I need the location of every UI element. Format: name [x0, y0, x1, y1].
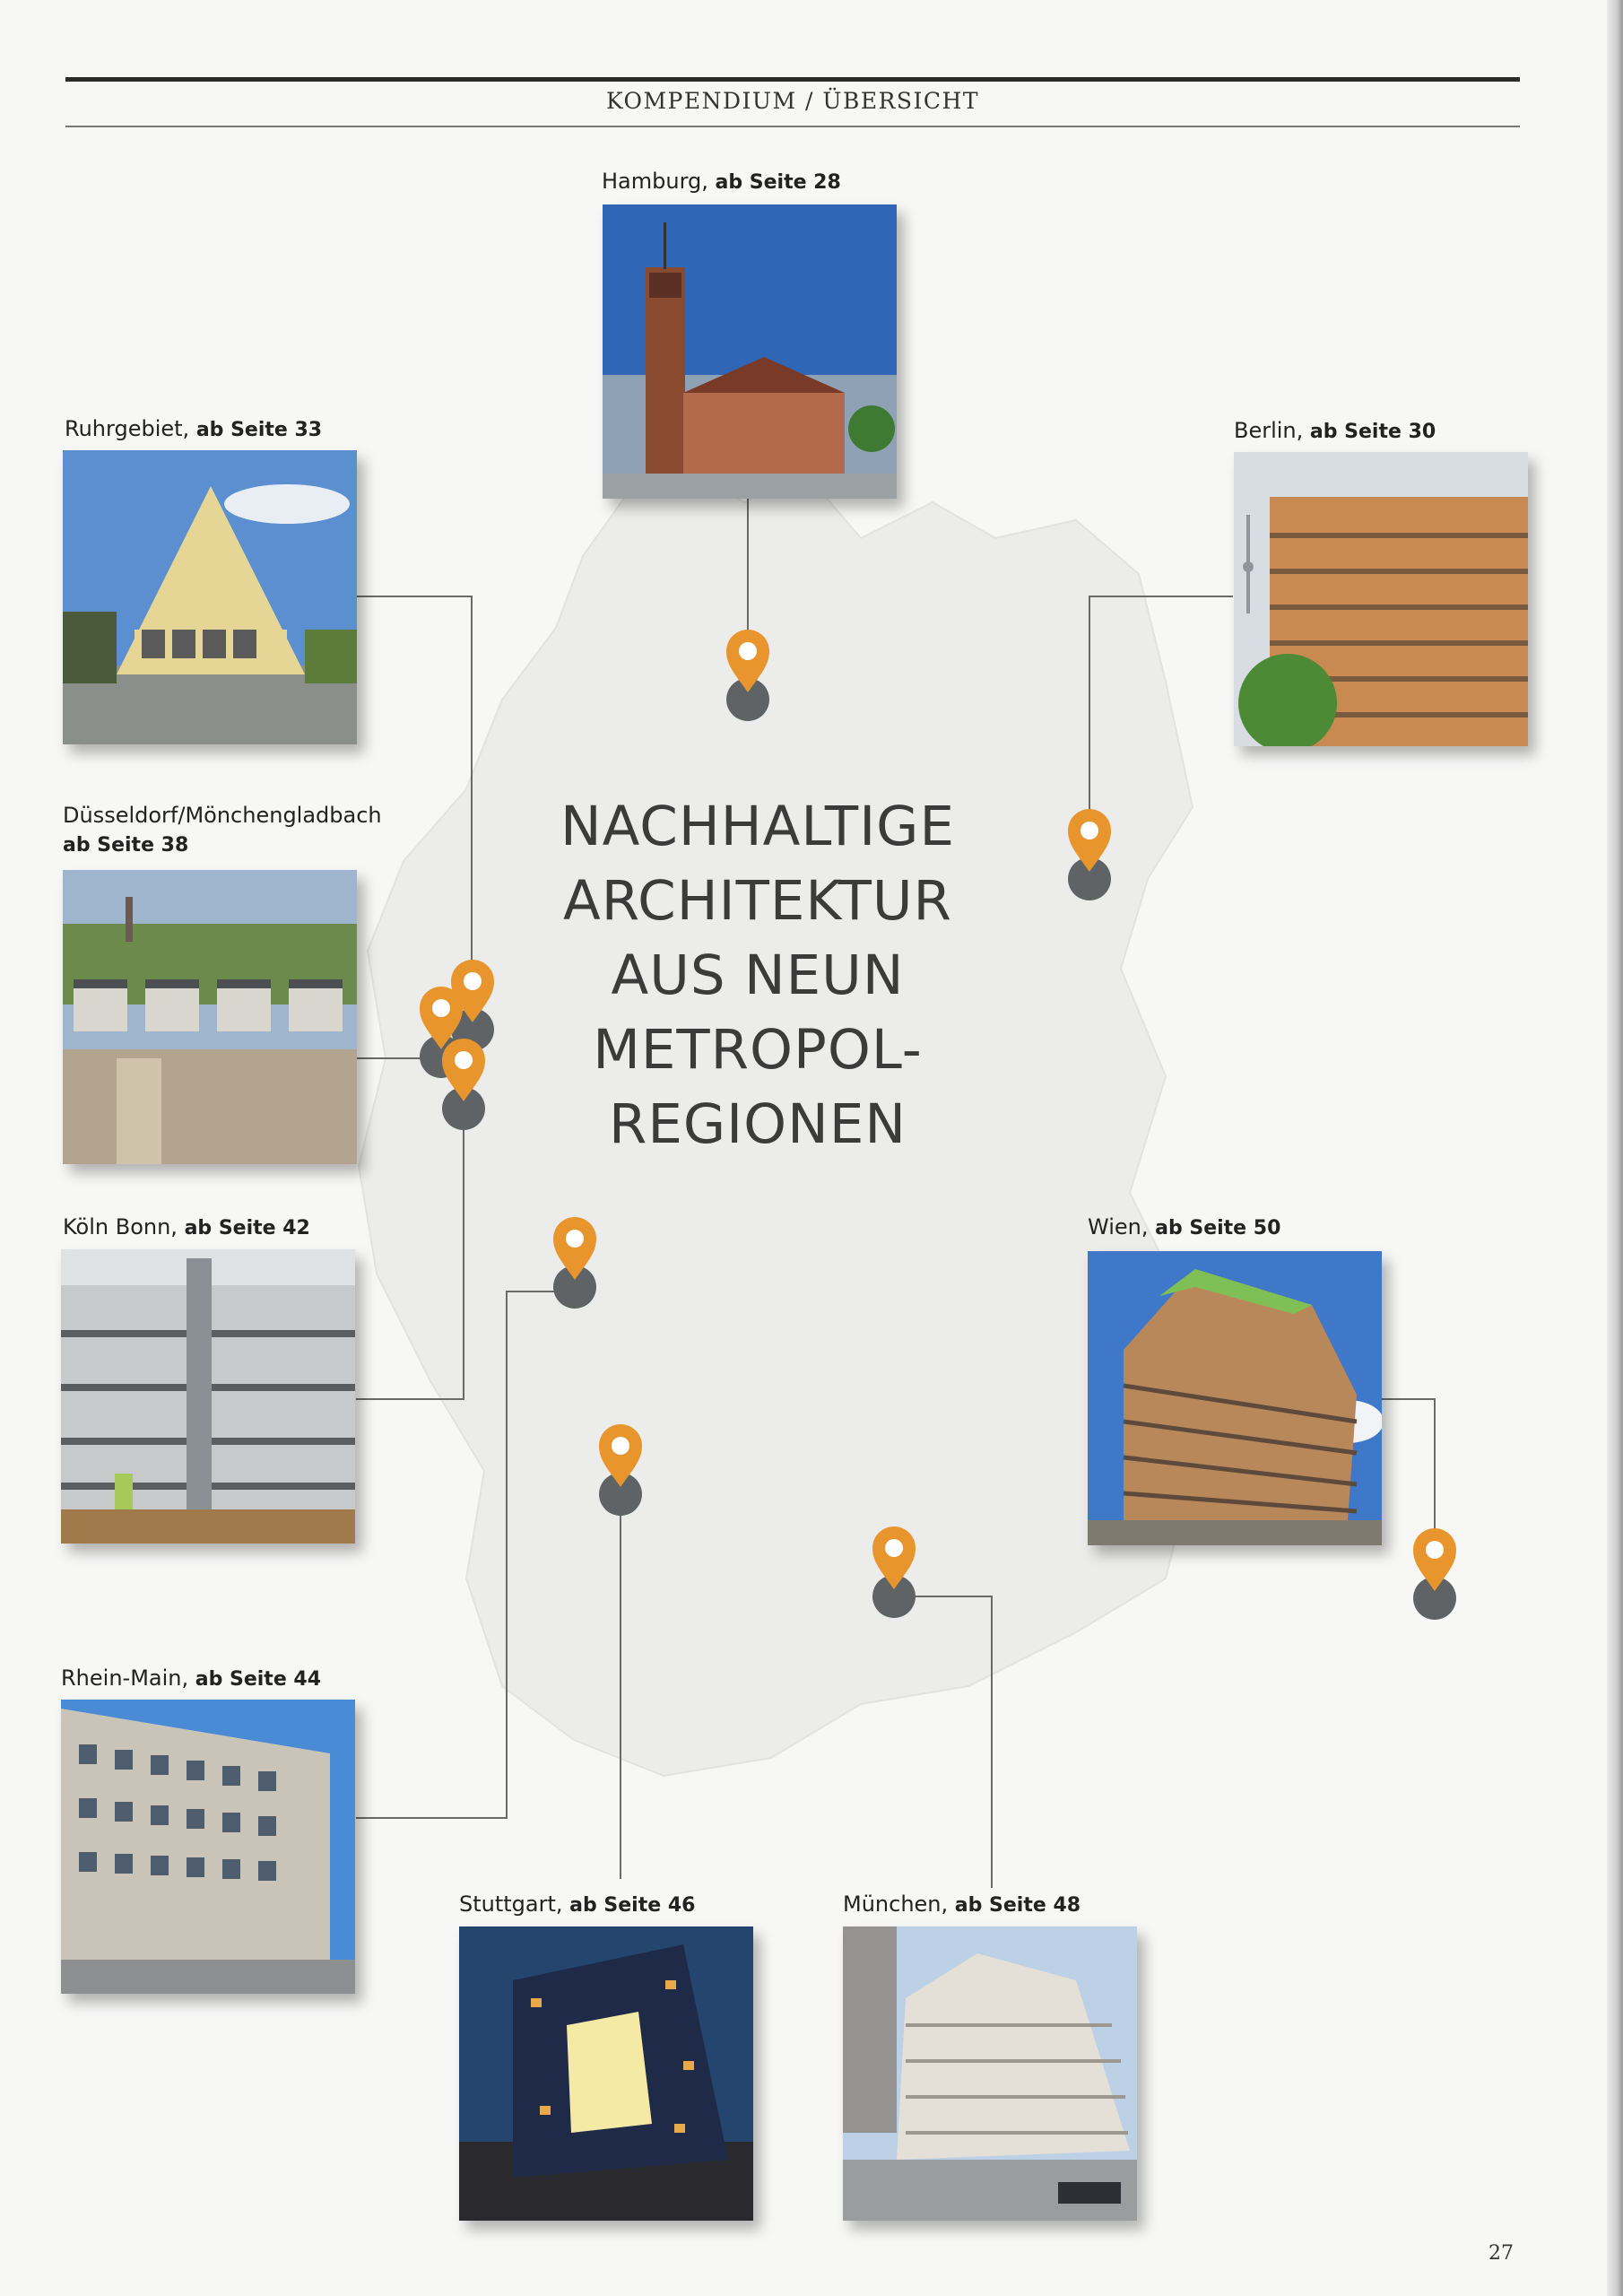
photo-koeln-apartments [61, 1249, 355, 1544]
region-hamburg [602, 167, 841, 197]
headline-line: ARCHITEKTUR [563, 869, 952, 933]
headline-line: NACHHALTIGE [560, 795, 955, 858]
region-muenchen [843, 1890, 1081, 1920]
region-page: ab Seite 38 [63, 834, 189, 857]
region-wien [1088, 1213, 1280, 1243]
region-caption: Köln Bonn, ab Seite 42 [63, 1214, 310, 1239]
region-koeln-bonn [63, 1213, 310, 1243]
region-rhein-main [61, 1664, 321, 1694]
region-caption: Berlin, ab Seite 30 [1234, 418, 1436, 443]
map-pin-icon [726, 630, 769, 721]
map-pin-icon [599, 1424, 642, 1516]
map-pin-icon [553, 1217, 596, 1309]
region-duesseldorf [63, 801, 382, 860]
region-caption: Ruhrgebiet, ab Seite 33 [65, 416, 323, 441]
region-caption: Hamburg, ab Seite 28 [602, 169, 841, 194]
region-berlin [1234, 416, 1436, 447]
map-pin-icon [1413, 1528, 1456, 1620]
map-pin-icon [442, 1039, 485, 1130]
region-caption: Stuttgart, ab Seite 46 [459, 1892, 696, 1917]
photo-berlin-building [1234, 452, 1528, 746]
photo-muenchen-terraces [843, 1926, 1137, 2221]
region-caption: Düsseldorf/Mönchengladbach [63, 803, 382, 828]
region-stuttgart [459, 1890, 695, 1920]
photo-hamburg-church [603, 204, 897, 499]
page-number: 27 [1488, 2242, 1514, 2265]
region-caption: München, ab Seite 48 [843, 1892, 1081, 1917]
map-pin-icon [1068, 809, 1111, 900]
running-header: KOMPENDIUM / ÜBERSICHT [605, 88, 980, 114]
region-caption: Rhein-Main, ab Seite 44 [61, 1665, 322, 1691]
photo-rheinmain-hotel [61, 1700, 355, 1994]
photo-duesseldorf-rooftops [63, 870, 357, 1164]
map-pin-icon [872, 1526, 916, 1618]
photo-ruhrgebiet-house [63, 450, 357, 744]
headline-line: METROPOL- [593, 1018, 923, 1082]
headline [502, 789, 1013, 1161]
photo-wien-tower [1088, 1251, 1382, 1545]
headline-line: REGIONEN [608, 1092, 907, 1156]
headline-line: AUS NEUN [611, 944, 905, 1007]
photo-stuttgart-cube [459, 1926, 753, 2221]
region-caption: Wien, ab Seite 50 [1088, 1214, 1281, 1239]
region-ruhrgebiet [65, 414, 322, 445]
